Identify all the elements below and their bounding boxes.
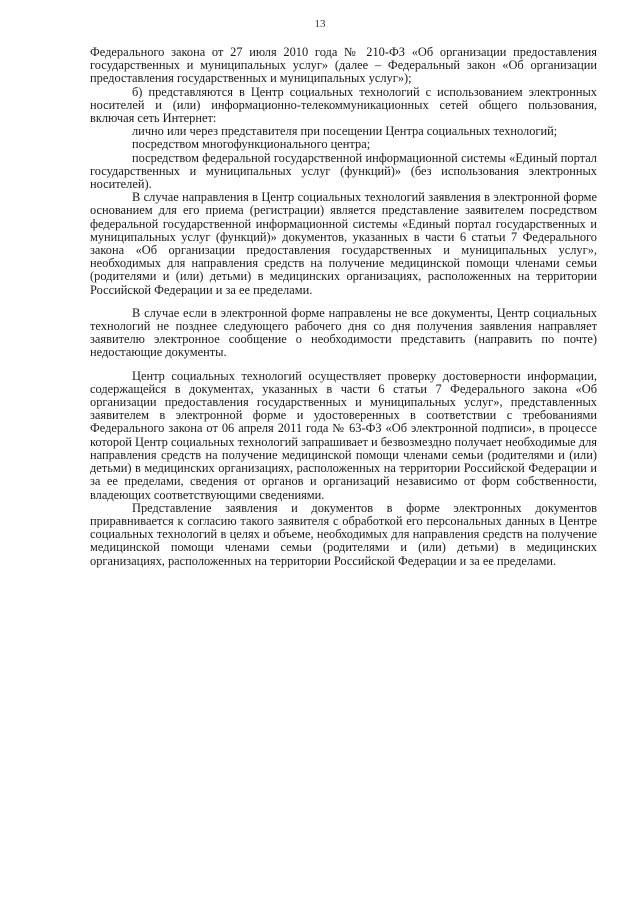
paragraph-mfc: посредством многофункционального центра;: [132, 137, 371, 152]
paragraph-law-reference: Федерального закона от 27 июля 2010 года № 210-ФЗ «Об организации предоставления государственных и муниципальных услуг» (далее – Федеральный закон «Об организации предоставления государственных и муниципальных услуг»);: [90, 45, 597, 86]
paragraph-item-b: б) представляются в Центр социальных технологий с использованием электронных носителей и (или) информационно-телекоммуникационных сетей общего пользования, включая сеть Интернет:: [90, 84, 597, 126]
paragraph-in-person: лично или через представителя при посещении Центра социальных технологий;: [132, 124, 558, 139]
paragraph-electronic-application: В случае направления в Центр социальных технологий заявления в электронной форме основанием для его приема (регистрации) является представление заявителем посредством федеральной государственной информационной системы «Единый портал государственных и муниципальных услуг (функций)» документов, указанных в части 6 статьи 7 Федерального закона «Об организации предоставления государственных и муниципальных услуг», необходимых для направления средств на получение медицинской помощи членами семьи (родителями и (или) детьми) в медицинских организациях, расположенных на территории Российской Федерации и за ее пределами.: [90, 190, 597, 297]
document-body: [90, 46, 597, 568]
paragraph-consent: Представление заявления и документов в форме электронных документов приравнивается к согласию такого заявителя с обработкой его персональных данных в Центре социальных технологий в целях и объеме, необходимых для направления средств на получение медицинской помощи членами семьи (родителями и (или) детьми) в медицинских организациях, расположенных на территории Российской Федерации и за ее пределами.: [90, 500, 597, 568]
paragraph-portal: посредством федеральной государственной информационной системы «Единый портал государственных и муниципальных услуг (функций)» (без использования электронных носителей).: [90, 150, 597, 192]
paragraph-verification: Центр социальных технологий осуществляет проверку достоверности информации, содержащейся в документах, указанных в части 6 статьи 7 Федерального закона «Об организации предоставления государственных и муниципальных услуг», представленных заявителем в электронной форме и удостоверенных в соответствии с требованиями Федерального закона от 06 апреля 2011 года № 63-ФЗ «Об электронной подписи», в процессе которой Центр социальных технологий запрашивает и безвозмездно получает необходимые для направления средств на получение медицинской помощи членами семьи (родителями и (или) детьми) в медицинских организациях, расположенных на территории Российской Федерации и за ее пределами, сведения от органов и организаций независимо от форм собственности, владеющих соответствующими сведениями.: [90, 368, 597, 502]
paragraph-missing-documents: В случае если в электронной форме направлены не все документы, Центр социальных технологий не позднее следующего рабочего дня со дня получения заявления направляет заявителю электронное сообщение о необходимости представить (направить по почте) недостающие документы.: [90, 305, 597, 360]
page-number: 13: [314, 18, 326, 30]
